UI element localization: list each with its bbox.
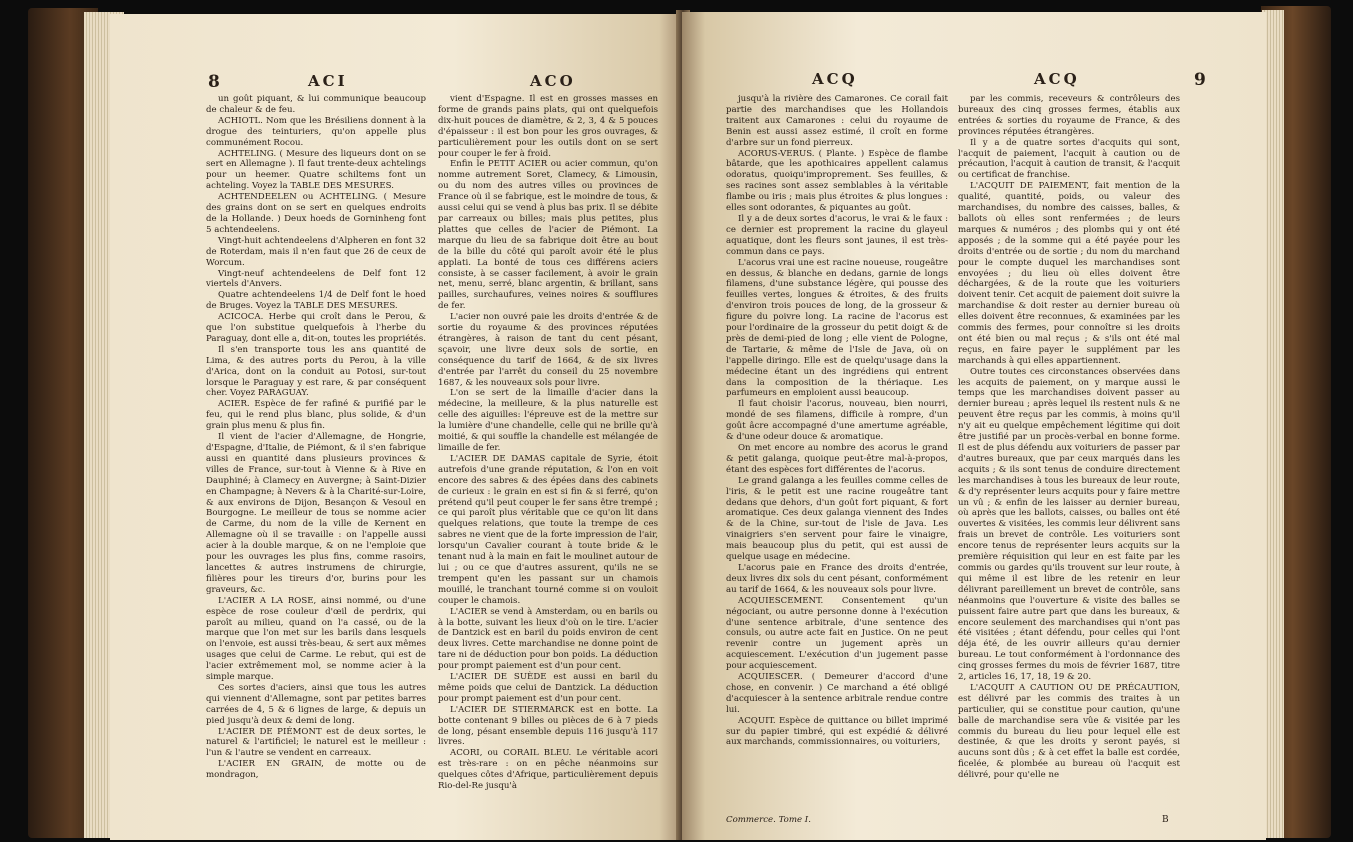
left-column-2 [438,94,658,792]
paragraph: L'acier non ouvré paie les droits d'entrée & de sortie du royaume & des provinces réputées étrangères, à raison de tant du cent pésant, sçavoir, une livre deux sols de sortie, en conséquence du tarif de 1664, & de six livres d'entrée par l'arrêt du conseil du 25 novembre 1687, & les nouveaux sols pour livre. [438,312,658,388]
right-header-right: ACQ [1034,70,1080,88]
paragraph: L'ACIER EN GRAIN, de motte ou de mondragon, [206,759,426,781]
paragraph: ACORI, ou CORAIL BLEU. Le véritable acori est très-rare : on en pêche néanmoins sur quelques côtes d'Afrique, particulièrement depuis Rio-del-Re jusqu'à [438,748,658,792]
paragraph: L'acorus vrai une est racine noueuse, rougeâtre en dessus, & blanche en dedans, garnie de longs filamens, d'une substance légère, qui pousse des feuilles vertes, longues & étroites, & des fruits d'environ trois pouces de long, de la grosseur & figure du poivre long. La racine de l'acorus est pour l'ordinaire de la grosseur du petit doigt & de près de demi-pied de long ; elle vient de Pologne, de Tartarie, & même de l'Isle de Java, où on l'appelle diringo. Elle est de quelqu'usage dans la médecine étant un des ingrédiens qui entrent dans la composition de la thériaque. Les parfumeurs en emploient aussi beaucoup. [726,257,948,399]
paragraph: Il y a de deux sortes d'acorus, le vrai & le faux : ce dernier est proprement la racine du glayeul aquatique, dont les fleurs sont jaunes, il est très-commun dans ce pays. [726,213,948,257]
paragraph: Vingt-huit achtendeelens d'Alpheren en font 32 de Roterdam, mais il n'en faut que 26 de ceux de Worcum. [206,235,426,268]
paragraph: L'on se sert de la limaille d'acier dans la médecine, la meilleure, & la plus naturelle est celle des aiguilles: l'épreuve est de la mettre sur la lumière d'une chandelle, celle qui ne brille qu'à moitié, & qui souffle la chandelle est mélangée de limaille de fer. [438,388,658,453]
paragraph: On met encore au nombre des acorus le grand & petit galanga, quoique peut-être mal-à-propos, étant des espèces fort différentes de l'acorus. [726,443,948,475]
right-column-2 [958,94,1180,781]
paragraph: ACQUIESCER. ( Demeurer d'accord d'une chose, en convenir. ) Ce marchand a été obligé d'acquiescer à la sentence arbitrale rendue contre lui. [726,672,948,715]
paragraph: ACQUIT. Espèce de quittance ou billet imprimé sur du papier timbré, qui est expédié & délivré aux marchands, commissionnaires, ou voituriers, [726,715,948,748]
paragraph: Il vient de l'acier d'Allemagne, de Hongrie, d'Espagne, d'Italie, de Piémont, & il s'en fabrique aussi en quantité dans plusieurs provinces & villes de France, sur-tout à Vienne & à Rive en Dauphiné; à Clamecy en Auvergne; à Saint-Dizier en Champagne; à Nevers & à la Charité-sur-Loire, & aux environs de Dijon, Besançon & Vesoul en Bourgogne. Le meilleur de tous se nomme acier de Carme, du nom de la ville de Kernent en Allemagne où il se travaille : on l'appelle aussi acier à la double marque, & on ne l'emploie que pour les ouvrages les plus fins, comme rasoirs, lancettes & autres instrumens de chirurgie, filières pour les tireurs d'or, burins pour les graveurs, &c. [206,432,426,595]
paragraph: Il y a de quatre sortes d'acquits qui sont, l'acquit de paiement, l'acquit à caution ou de précaution, l'acquit à caution de transit, & l'acquit ou certificat de franchise. [958,137,1180,181]
left-page-number: 8 [208,72,220,92]
paragraph: ACORUS-VERUS. ( Plante. ) Espèce de flambe bâtarde, que les apothicaires appellent calamus odoratus, quoiqu'improprement. Ses feuilles, & ses racines sont assez semblables à la véritable flambe ou iris ; mais plus étroites & plus longues : elles sont odorantes, & piquantes au goût. [726,148,948,214]
paragraph: Outre toutes ces circonstances observées dans les acquits de paiement, on y marque aussi le temps que les marchandises doivent passer au dernier bureau ; après lequel ils restent nuls & ne peuvent être reçus par les commis, à moins qu'il n'y ait eu quelque empêchement légitime qui doit être justifié par un procès-verbal en bonne forme. Il est de plus défendu aux voituriers de passer par d'autres bureaux, que par ceux marqués dans les acquits ; & ils sont tenus de conduire directement les marchandises à tous les bureaux de leur route, & d'y représenter leurs acquits pour y faire mettre un vû ; & enfin de les laisser au dernier bureau, où après que les ballots, caisses, ou balles ont été ouvertes & visitées, les commis leur délivrent sans frais un brevet de contrôle. Les voituriers sont encore tenus de représenter leurs acquits sur la première réquisition qui leur en est faite par les commis ou gardes qu'ils trouvent sur leur route, à qui même il est libre de les retenir en leur délivrant pareillement un brevet de contrôle, sans néanmoins que l'ouverture & visite des balles se puissent faire autre part que dans les bureaux, & encore seulement des marchandises qui n'ont pas été visitées ; étant défendu, pour celles qui l'ont déja été, de les ouvrir ailleurs qu'au dernier bureau. Le tout conformément à l'ordonnance des cinq grosses fermes du mois de février 1687, titre 2, articles 16, 17, 18, 19 & 20. [958,366,1181,683]
paragraph: ACHTELING. ( Mesure des liqueurs dont on se sert en Allemagne ). Il faut trente-deux achtelings pour un heemer. Quatre schiltems font un achteling. Voyez la TABLE DES MESURES. [206,148,426,192]
left-page [110,14,682,840]
paragraph: L'ACIER DE PIÉMONT est de deux sortes, le naturel & l'artificiel; le naturel est le meilleur : l'un & l'autre se vendent en carreaux. [206,726,426,759]
right-column-1 [726,94,948,748]
paragraph: Vingt-neuf achtendeelens de Delf font 12 viertels d'Anvers. [206,268,426,290]
paragraph: ACQUIESCEMENT. Consentement qu'un négociant, ou autre personne donne à l'exécution d'une sentence arbitrale, d'une sentence des consuls, ou autre acte fait en Justice. On ne peut revenir contre un jugement après un acquiescement. L'exécution d'un jugement passe pour acquiescement. [726,595,948,672]
paragraph: par les commis, receveurs & contrôleurs des bureaux des cinq grosses fermes, établis aux entrées & sorties du royaume de France, & des provinces réputées étrangères. [958,94,1180,137]
paragraph: Ces sortes d'aciers, ainsi que tous les autres qui viennent d'Allemagne, sont par petites barres carrées de 4, 5 & 6 lignes de large, & depuis un pied jusqu'à deux & demi de long. [206,682,426,726]
left-column-1 [206,94,426,781]
signature-mark: B [1162,815,1169,825]
paragraph: L'ACIER se vend à Amsterdam, ou en barils ou à la botte, suivant les lieux d'où on le tire. L'acier de Dantzick est en baril du poids environ de cent deux livres. Cette marchandise ne donne point de tare ni de déduction pour bon poids. La déduction pour prompt paiement est d'un pour cent. [438,606,658,672]
paragraph: Il faut choisir l'acorus, nouveau, bien nourri, mondé de ses filamens, difficile à rompre, d'un goût âcre accompagné d'une amertume agréable, & d'une odeur douce & aromatique. [726,399,948,443]
paragraph: L'ACQUIT A CAUTION OU DE PRÉCAUTION, est délivré par les commis des traites à un particulier, qui se constitue pour caution, qu'une balle de marchandise sera vûe & visitée par les commis du bureau du lieu pour lequel elle est destinée, & que les droits y seront payés, si aucuns sont dûs ; & à cet effet la balle est cordée, ficelée, & plombée au bureau où l'acquit est délivré, pour qu'elle ne [958,682,1180,781]
paragraph: L'ACIER DE STIERMARCK est en botte. La botte contenant 9 billes ou pièces de 6 à 7 pieds de long, pésant ensemble depuis 116 jusqu'à 117 livres. [438,704,658,748]
paragraph: ACHIOTL. Nom que les Brésiliens donnent à la drogue des teinturiers, qu'on appelle plus communément Rocou. [206,115,426,148]
paragraph: Quatre achtendeelens 1/4 de Delf font le hoed de Bruges. Voyez la TABLE DES MESURES. [206,290,426,312]
paragraph: ACHTENDEELEN ou ACHTELING. ( Mesure des grains dont on se sert en quelques endroits de la Hollande. ) Deux hoeds de Gorninheng font 5 achtendeelens. [206,192,426,235]
paragraph: Enfin le PETIT ACIER ou acier commun, qu'on nomme autrement Soret, Clamecy, & Limousin, ou du nom des autres villes ou provinces de France où il se fabrique, est le moindre de tous, & aussi celui qui se vend à plus bas prix. Il se débite par carreaux ou billes; mais plus petites, plus plattes que celles de l'acier de Piémont. La marque du lieu de sa fabrique doit être au bout de la bille du côté qui paroît avoir été le plus applati. La bonté de tous ces différens aciers consiste, à se casser facilement, à avoir le grain net, menu, serré, blanc argentin, & brillant, sans pailles, surchaufures, veines noires & soufflures de fer. [438,159,658,312]
right-header-left: ACQ [812,70,858,88]
right-page-number: 9 [1194,70,1206,90]
left-header-right: ACO [530,72,576,90]
paragraph: L'ACIER DE SUÈDE est aussi en baril du même poids que celui de Dantzick. La déduction pour prompt paiement est d'un pour cent. [438,672,658,704]
paragraph: un goût piquant, & lui communique beaucoup de chaleur & de feu. [206,94,426,115]
paragraph: ACICOCA. Herbe qui croît dans le Perou, & que l'on substitue quelquefois à l'herbe du Paraguay, dont elle a, dit-on, toutes les propriétés. [206,312,426,344]
paragraph: jusqu'à la rivière des Camarones. Ce corail fait partie des marchandises que les Hollandois traitent aux Camarones : celui du royaume de Benin est aussi assez estimé, il croît en forme d'arbre sur un fond pierreux. [726,94,948,148]
paragraph: L'ACIER A LA ROSE, ainsi nommé, ou d'une espèce de rose couleur d'œil de perdrix, qui paroît au milieu, quand on l'a cassé, ou de la marque que l'on met sur les barils dans lesquels on l'envoie, est aussi très-beau, & sert aux mêmes usages que celui de Carme. Le rebut, qui est de l'acier extrêmement mol, se nomme acier à la simple marque. [206,595,426,683]
paragraph: ACIER. Espèce de fer rafiné & purifié par le feu, qui le rend plus blanc, plus solide, & d'un grain plus menu & plus fin. [206,399,426,432]
footer-volume: Commerce. Tome I. [726,815,811,825]
paragraph: L'ACIER DE DAMAS capitale de Syrie, étoit autrefois d'une grande réputation, & l'on en voit encore des sabres & des épées dans des cabinets de curieux : le grain en est si fin & si ferré, qu'on prétend qu'il peut couper le fer sans être trempé ; ce qui paroît plus véritable que ce qu'on lit dans quelques relations, que toute la trempe de ces sabres ne vient que de la forte impression de l'air, lorsqu'un Cavalier courant à toute bride & le tenant nud à la main en fait le moulinet autour de lui ; ou ce que d'autres assurent, qu'ils ne se trempent qu'en les passant sur un chamois mouillé, le tranchant tourné comme si on vouloit couper le chamois. [438,453,658,606]
paragraph: Le grand galanga a les feuilles comme celles de l'iris, & le petit est une racine rougeâtre tant dedans que dehors, d'un goût fort piquant, & fort aromatique. Ces deux galanga viennent des Indes & de la Chine, sur-tout de l'isle de Java. Les vinaigriers s'en servent pour faire le vinaigre, mais beaucoup plus du petit, qui est aussi de quelque usage en médecine. [726,475,948,563]
paragraph: L'acorus paie en France des droits d'entrée, deux livres dix sols du cent pésant, conformément au tarif de 1664, & les nouveaux sols pour livre. [726,562,948,595]
left-header-left: ACI [308,72,348,90]
paragraph: vient d'Espagne. Il est en grosses masses en forme de grands pains plats, qui ont quelquefois dix-huit pouces de diamètre, & 2, 3, 4 & 5 pouces d'épaisseur : il est bon pour les gros ouvrages, & particulièrement pour les outils dont on se sert pour couper le fer à froid. [438,94,658,159]
paragraph: Il s'en transporte tous les ans quantité de Lima, & des autres ports du Perou, à la ville d'Arica, dont on la conduit au Potosi, sur-tout lorsque le Paraguay y est rare, & par conséquent cher. Voyez PARAGUAY. [206,344,426,399]
right-page [682,12,1266,840]
paragraph: L'ACQUIT DE PAIEMENT, fait mention de la qualité, quantité, poids, ou valeur des marchandises, du nombre des caisses, balles, & ballots où elles sont renfermées ; de leurs marques & numéros ; des plombs qui y ont été apposés ; de la somme qui a été payée pour les droits d'entrée ou de sortie ; du nom du marchand pour le compte duquel les marchandises sont envoyées ; du lieu où elles doivent être déchargées, & de la route que les voituriers doivent tenir. Cet acquit de paiement doit suivre la marchandise & doit rester au dernier bureau où elles doivent être reconnues, & examinées par les commis des fermes, pour connoître si les droits ont été bien ou mal reçus ; & s'ils ont été mal reçus, en faire payer le supplément par les marchands à qui elles appartiennent. [958,181,1180,366]
